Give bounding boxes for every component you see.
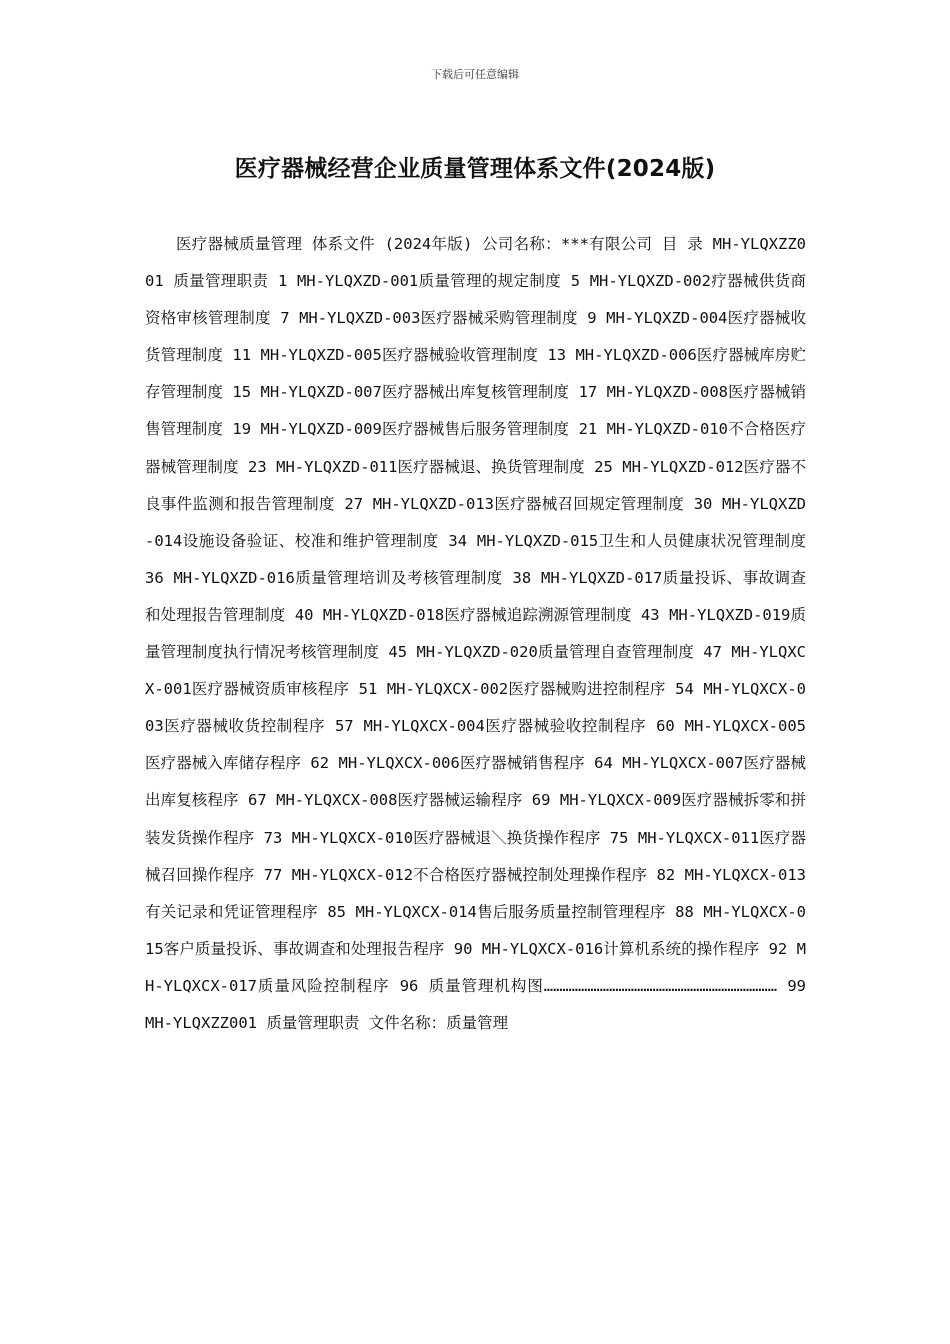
header-note: 下载后可任意编辑 bbox=[431, 68, 519, 81]
document-title: 医疗器械经营企业质量管理体系文件(2024版) bbox=[234, 156, 716, 182]
table-of-contents-paragraph: 医疗器械质量管理 体系文件 (2024年版) 公司名称：***有限公司 目 录 MH-YLQXZZ001 质量管理职责 1 MH-YLQXZD-001质量管理的规定制度 5 MH-YLQXZD-002疗器械供货商资格审核管理制度 7 MH-YLQXZD-003医疗器械采购管理制度 9 MH-YLQXZD-004医疗器械收货管理制度 11 MH-YLQXZD-005医疗器械验收管理制度 13 MH-YLQXZD-006医疗器械库房贮存管理制度 15 MH-YLQXZD-007医疗器械出库复核管理制度 17 MH-YLQXZD-008医疗器械销售管理制度 19 MH-YLQXZD-009医疗器械售后服务管理制度 21 MH-YLQXZD-010不合格医疗器械管理制度 23 MH-YLQXZD-011医疗器械退、换货管理制度 25 MH-YLQXZD-012医疗器不良事件监测和报告管理制度 27 MH-YLQXZD-013医疗器械召回规定管理制度 30 MH-YLQXZD-014设施设备验证、校准和维护管理制度 34 MH-YLQXZD-015卫生和人员健康状况管理制度 36 MH-YLQXZD-016质量管理培训及考核管理制度 38 MH-YLQXZD-017质量投诉、事故调查和处理报告管理制度 40 MH-YLQXZD-018医疗器械追踪溯源管理制度 43 MH-YLQXZD-019质量管理制度执行情况考核管理制度 45 MH-YLQXZD-020质量管理自查管理制度 47 MH-YLQXCX-001医疗器械资质审核程序 51 MH-YLQXCX-002医疗器械购进控制程序 54 MH-YLQXCX-003医疗器械收货控制程序 57 MH-YLQXCX-004医疗器械验收控制程序 60 MH-YLQXCX-005医疗器械入库储存程序 62 MH-YLQXCX-006医疗器械销售程序 64 MH-YLQXCX-007医疗器械出库复核程序 67 MH-YLQXCX-008医疗器械运输程序 69 MH-YLQXCX-009医疗器械拆零和拼装发货操作程序 73 MH-YLQXCX-010医疗器械退＼换货操作程序 75 MH-YLQXCX-011医疗器械召回操作程序 77 MH-YLQXCX-012不合格医疗器械控制处理操作程序 82 MH-YLQXCX-013有关记录和凭证管理程序 85 MH-YLQXCX-014售后服务质量控制管理程序 88 MH-YLQXCX-015客户质量投诉、事故调查和处理报告程序 90 MH-YLQXCX-016计算机系统的操作程序 92 MH-YLQXCX-017质量风险控制程序 96 质量管理机构图………………………………………………………………… 99 MH-YLQXZZ001 质量管理职责 文件名称：质量管理 bbox=[145, 235, 806, 1032]
